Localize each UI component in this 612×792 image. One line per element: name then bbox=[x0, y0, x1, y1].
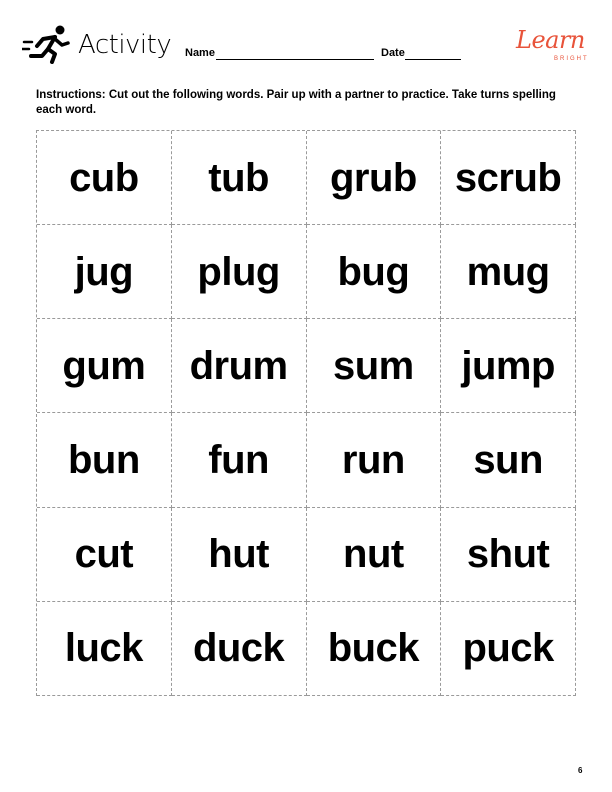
word-card-grid bbox=[36, 130, 576, 696]
word-card: tub bbox=[172, 131, 307, 225]
date-field[interactable] bbox=[405, 59, 461, 60]
word-card: gum bbox=[37, 319, 172, 413]
logo-word: Learn bbox=[516, 26, 585, 54]
word-card: sun bbox=[441, 413, 576, 507]
word-card: hut bbox=[172, 508, 307, 602]
word-card: sum bbox=[307, 319, 442, 413]
logo-sub: BRIGHT bbox=[554, 56, 589, 62]
word-card: nut bbox=[307, 508, 442, 602]
word-card: cut bbox=[37, 508, 172, 602]
word-card: luck bbox=[37, 602, 172, 696]
name-field[interactable] bbox=[216, 59, 374, 60]
word-card: mug bbox=[441, 225, 576, 319]
word-card: jump bbox=[441, 319, 576, 413]
word-card: run bbox=[307, 413, 442, 507]
word-card: bug bbox=[307, 225, 442, 319]
learn-bright-logo bbox=[516, 26, 596, 72]
word-card: puck bbox=[441, 602, 576, 696]
page-number: 6 bbox=[578, 766, 583, 775]
name-label: Name bbox=[185, 47, 215, 59]
instructions-text: Instructions: Cut out the following words. Pair up with a partner to practice. Take turns spelling each word. bbox=[36, 89, 556, 116]
word-card: shut bbox=[441, 508, 576, 602]
page-title: Activity bbox=[78, 30, 172, 60]
word-card: jug bbox=[37, 225, 172, 319]
word-card: bun bbox=[37, 413, 172, 507]
word-card: scrub bbox=[441, 131, 576, 225]
word-card: fun bbox=[172, 413, 307, 507]
word-card: grub bbox=[307, 131, 442, 225]
word-card: plug bbox=[172, 225, 307, 319]
word-card: drum bbox=[172, 319, 307, 413]
word-card: cub bbox=[37, 131, 172, 225]
word-card: duck bbox=[172, 602, 307, 696]
running-person-icon bbox=[22, 24, 72, 64]
date-label: Date bbox=[381, 47, 405, 59]
word-card: buck bbox=[307, 602, 442, 696]
